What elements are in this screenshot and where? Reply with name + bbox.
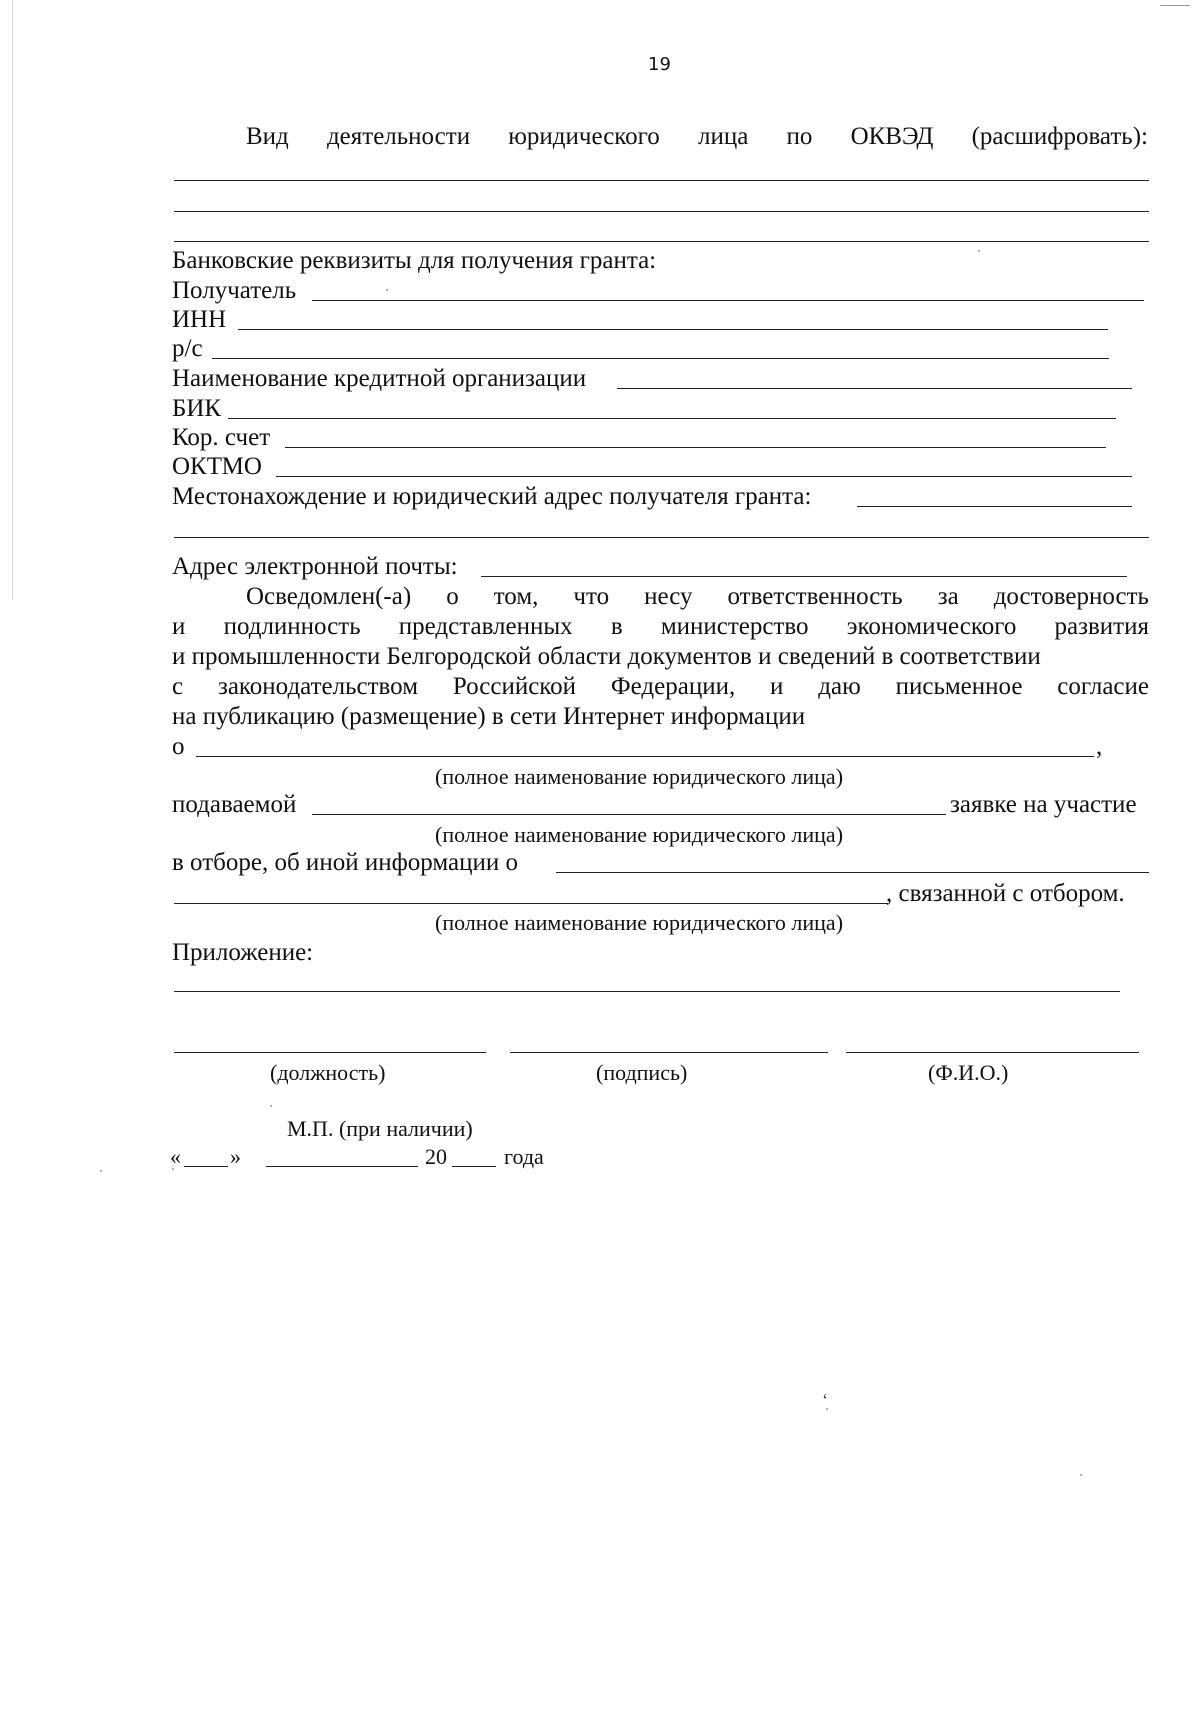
address-field-continued[interactable] (174, 537, 1149, 538)
scan-mark: ʻ (822, 1390, 828, 1410)
consent-word: развития (1054, 613, 1149, 640)
consent-word: том, (493, 583, 539, 610)
corr-account-field[interactable] (285, 447, 1106, 448)
scan-speck (100, 1170, 102, 1172)
oktmo-label: ОКТМО (172, 453, 262, 480)
field-caption-1: (полное наименование юридического лица) (435, 764, 844, 789)
email-field[interactable] (481, 576, 1127, 577)
okved-word: лица (697, 123, 749, 150)
consent-word: Российской (452, 673, 577, 700)
recipient-field[interactable] (312, 300, 1144, 301)
scan-edge-line (12, 0, 13, 600)
scan-speck (1160, 5, 1190, 6)
full-name-caption: (Ф.И.О.) (928, 1060, 1009, 1085)
bik-field[interactable] (228, 418, 1116, 419)
okved-word: Вид (246, 123, 289, 150)
okved-blank-3[interactable] (174, 241, 1149, 242)
okved-word: ОКВЭД (850, 123, 934, 150)
date-open-quote: « (170, 1144, 181, 1169)
field-caption-2: (полное наименование юридического лица) (435, 822, 844, 847)
address-field[interactable] (857, 506, 1132, 507)
appendix-field[interactable] (174, 991, 1120, 992)
corr-account-label: Кор. счет (172, 424, 271, 451)
about-comma: , (1096, 733, 1103, 760)
scan-speck (978, 250, 980, 252)
okved-word: (расшифровать): (971, 123, 1148, 150)
consent-line-2 (172, 612, 1149, 642)
field-caption-3: (полное наименование юридического лица) (435, 910, 844, 935)
consent-word: о (446, 583, 459, 610)
okved-blank-1[interactable] (174, 180, 1149, 181)
date-month-field[interactable] (266, 1166, 418, 1167)
consent-word: достоверность (993, 583, 1149, 610)
consent-line-5: на публикацию (размещение) в сети Интернет информации (172, 703, 806, 730)
date-year-prefix: 20 (425, 1144, 447, 1169)
appendix-label: Приложение: (172, 939, 314, 966)
legal-entity-name-field-3[interactable] (174, 903, 888, 904)
consent-word: Осведомлен(-а) (246, 583, 412, 610)
legal-entity-name-field-1[interactable] (196, 756, 1094, 757)
consent-word: и (770, 673, 784, 700)
account-field[interactable] (212, 358, 1109, 359)
okved-word: по (786, 123, 813, 150)
date-close-quote: » (230, 1144, 241, 1169)
date-day-field[interactable] (184, 1166, 228, 1167)
consent-word: с (172, 673, 184, 700)
consent-word: представленных (398, 613, 573, 640)
signature-caption: (подпись) (596, 1060, 688, 1085)
consent-word: согласие (1057, 673, 1149, 700)
consent-word: министерство (660, 613, 809, 640)
okved-word: деятельности (326, 123, 471, 150)
consent-word: законодательством (217, 673, 419, 700)
consent-word: в (610, 613, 623, 640)
position-field[interactable] (174, 1052, 486, 1053)
related-suffix: , связанной с отбором. (886, 880, 1125, 907)
consent-word: несу (644, 583, 693, 610)
selection-prefix: в отборе, об иной информации о (172, 849, 519, 876)
date-year-field[interactable] (452, 1166, 496, 1167)
scan-speck (386, 289, 388, 291)
consent-line-3: и промышленности Белгородской области документов и сведений в соответствии (172, 643, 1041, 670)
submitted-prefix: подаваемой (172, 791, 297, 818)
about-prefix: о (172, 733, 185, 760)
bank-name-label: Наименование кредитной организации (172, 365, 587, 392)
consent-word: что (573, 583, 610, 610)
bik-label: БИК (172, 395, 222, 422)
consent-word: даю (818, 673, 861, 700)
scan-speck (1080, 1474, 1082, 1476)
full-name-field[interactable] (846, 1052, 1139, 1053)
okved-blank-2[interactable] (174, 211, 1149, 212)
position-caption: (должность) (270, 1060, 386, 1085)
consent-line-1 (246, 582, 1149, 612)
consent-line-4 (172, 672, 1149, 702)
scan-speck (270, 1105, 272, 1107)
okved-word: юридического (508, 123, 660, 150)
consent-word: письменное (895, 673, 1023, 700)
other-info-field[interactable] (556, 872, 1149, 873)
email-label: Адрес электронной почты: (172, 553, 458, 580)
account-label: р/с (172, 335, 203, 362)
date-year-suffix: года (504, 1144, 544, 1169)
stamp-label: М.П. (при наличии) (287, 1116, 473, 1141)
legal-entity-name-field-2[interactable] (312, 814, 946, 815)
bank-heading: Банковские реквизиты для получения гранта: (172, 247, 657, 274)
consent-word: ответственность (727, 583, 903, 610)
recipient-label: Получатель (172, 277, 297, 304)
consent-word: за (937, 583, 959, 610)
oktmo-field[interactable] (276, 476, 1132, 477)
inn-field[interactable] (238, 329, 1108, 330)
consent-word: подлинность (223, 613, 361, 640)
signature-field[interactable] (510, 1052, 828, 1053)
address-label: Местонахождение и юридический адрес получателя гранта: (172, 483, 812, 510)
bank-name-field[interactable] (617, 388, 1132, 389)
consent-word: Федерации, (610, 673, 736, 700)
consent-word: экономического (846, 613, 1017, 640)
okved-line (246, 122, 1148, 152)
inn-label: ИНН (172, 306, 227, 333)
submitted-suffix: заявке на участие (950, 791, 1137, 818)
page-number: 19 (648, 54, 671, 75)
consent-word: и (172, 613, 186, 640)
